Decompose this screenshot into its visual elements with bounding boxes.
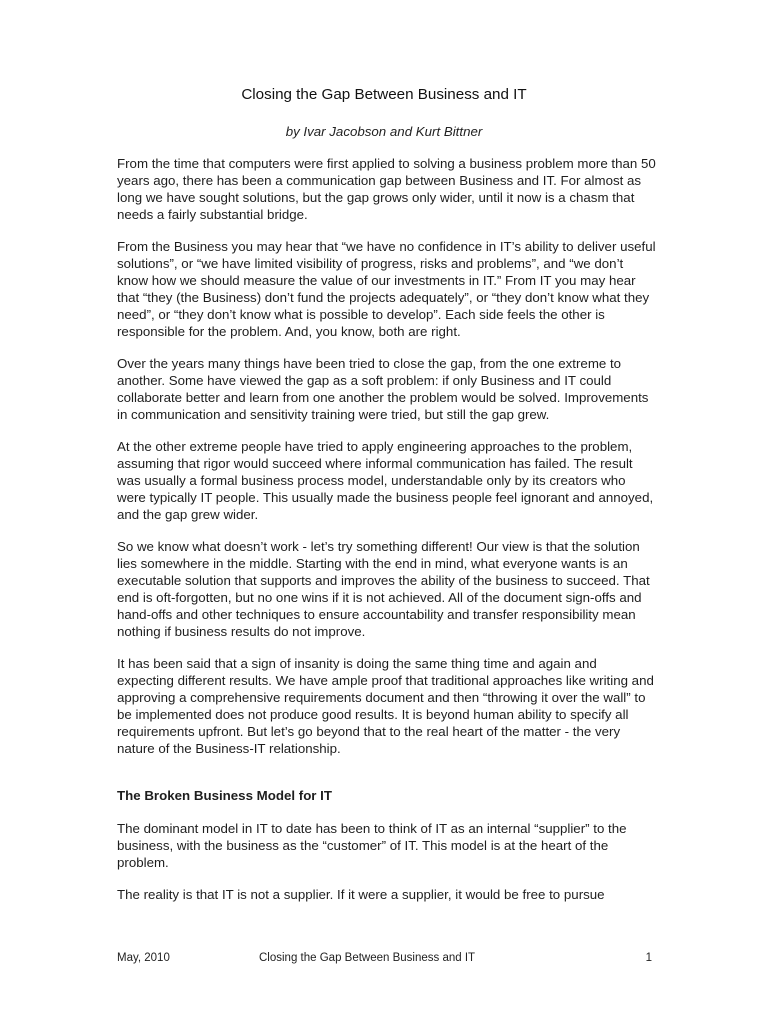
document-body <box>117 155 657 918</box>
paragraph: It has been said that a sign of insanity is doing the same thing time and again and expecting different results. We have ample proof that traditional approaches like writing and approving a comprehensive requirements document and then “throwing it over the wall” to be implemented does not produce good results. It is beyond human ability to specify all requirements upfront. But let’s go beyond that to the real heart of the matter - the very nature of the Business-IT relationship. <box>117 656 654 756</box>
section-heading: The Broken Business Model for IT <box>117 788 332 803</box>
paragraph: From the Business you may hear that “we have no confidence in IT’s ability to deliver useful solutions”, or “we have limited visibility of progress, risks and problems”, and “we don’t know how we should measure the value of our investments in IT.” From IT you may hear that “they (the Business) don’t fund the projects adequately”, or “they don’t know what they need”, or “they don’t know what is possible to develop”. Each side feels the other is responsible for the problem. And, you know, both are right. <box>117 239 656 339</box>
page-number: 1 <box>645 952 652 964</box>
footer-date: May, 2010 <box>117 952 170 964</box>
document-title: Closing the Gap Between Business and IT <box>241 86 527 103</box>
paragraph: From the time that computers were first applied to solving a business problem more than 50 years ago, there has been a communication gap between Business and IT. For almost as long we have sought solutions, but the gap grows only wider, until it now is a chasm that needs a fairly substantial bridge. <box>117 156 656 222</box>
paragraph: The dominant model in IT to date has been to think of IT as an internal “supplier” to the business, with the business as the “customer” of IT. This model is at the heart of the problem. <box>117 821 627 870</box>
paragraph: At the other extreme people have tried to apply engineering approaches to the problem, assuming that rigor would succeed where informal communication has failed. The result was usually a formal business process model, understandable only by its creators who were typically IT people. This usually made the business people feel ignorant and annoyed, and the gap grew wider. <box>117 439 654 522</box>
paragraph: So we know what doesn’t work - let’s try something different! Our view is that the solution lies somewhere in the middle. Starting with the end in mind, what everyone wants is an executable solution that supports and improves the ability of the business to succeed. That end is oft-forgotten, but no one wins if it is not achieved. All of the document sign-offs and hand-offs and other techniques to ensure accountability and transfer responsibility mean nothing if business results do not improve. <box>117 539 650 639</box>
footer-title: Closing the Gap Between Business and IT <box>259 952 476 964</box>
paragraph: The reality is that IT is not a supplier. If it were a supplier, it would be free to pursue <box>117 887 605 902</box>
document-byline: by Ivar Jacobson and Kurt Bittner <box>285 124 483 139</box>
paragraph: Over the years many things have been tried to close the gap, from the one extreme to another. Some have viewed the gap as a soft problem: if only Business and IT could collaborate better and learn from one another the problem would be solved. Improvements in communication and sensitivity training were tried, but still the gap grew. <box>117 356 649 422</box>
